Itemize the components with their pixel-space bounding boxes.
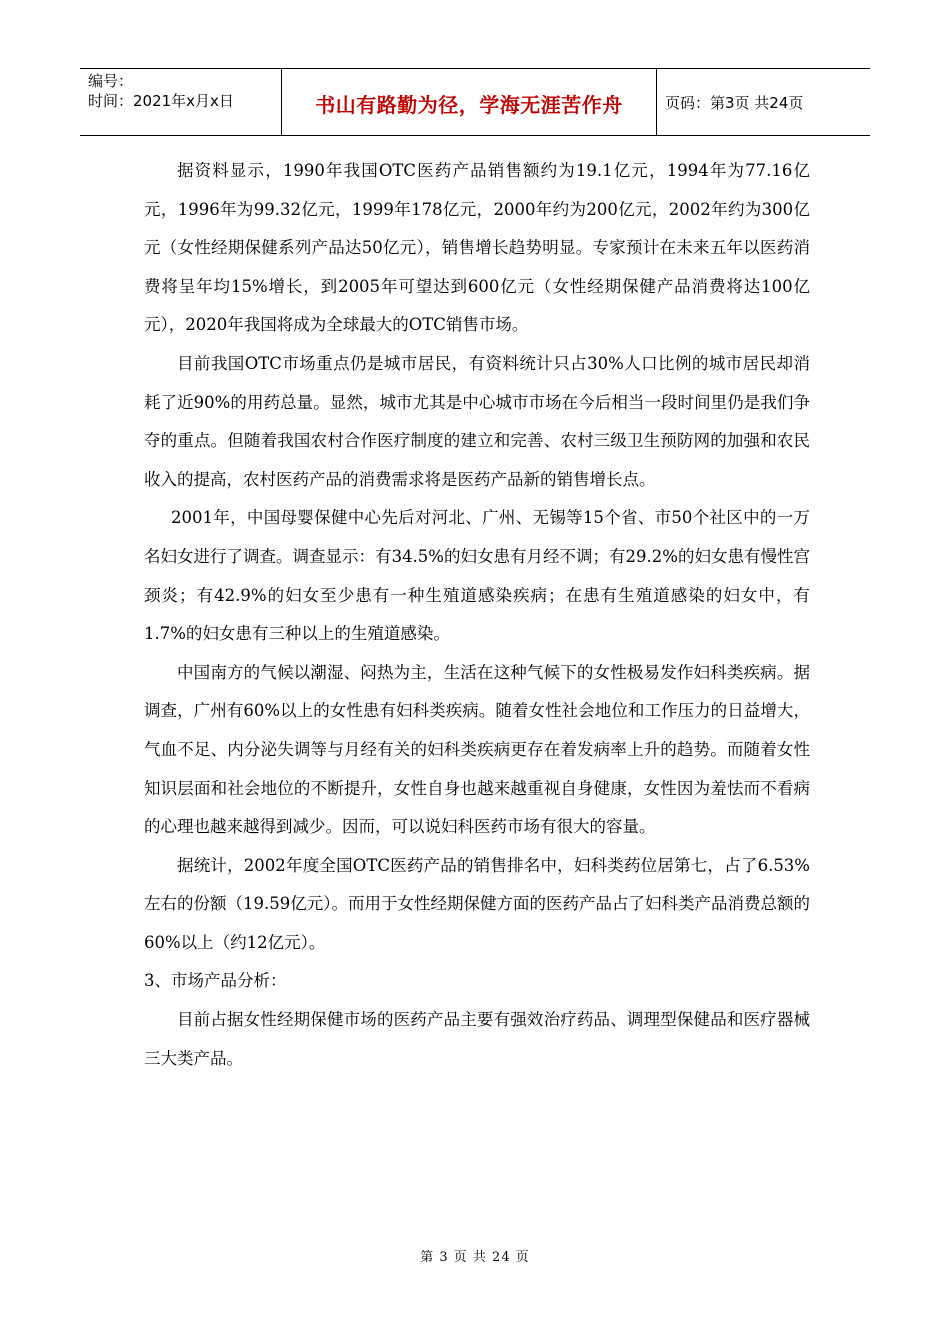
serial-label: 编号：	[88, 72, 134, 90]
header-meta-cell	[80, 69, 282, 135]
paragraph-product-categories: 目前占据女性经期保健市场的医药产品主要有强效治疗药品、调理型保健品和医疗器械三大类产品。	[144, 1010, 810, 1068]
header-motto-cell	[282, 69, 657, 135]
date-label: 时间：2021年x月x日	[88, 92, 234, 110]
header-page-cell	[657, 69, 870, 135]
header-page-info: 页码：第3页 共24页	[665, 93, 804, 112]
paragraph-survey: 2001年，中国母婴保健中心先后对河北、广州、无锡等15个省、市50个社区中的一万名妇女进行了调查。调查显示：有34.5%的妇女患有月经不调；有29.2%的妇女患有慢性宫颈炎；有42.9%的妇女至少患有一种生殖道感染疾病；在患有生殖道感染的妇女中，有1.7%的妇女患有三种以上的生殖道感染。	[144, 508, 810, 644]
section-heading-product-analysis: 3、市场产品分析：	[144, 971, 287, 991]
paragraph-urban-market: 目前我国OTC市场重点仍是城市居民，有资料统计只占30%人口比例的城市居民却消耗了近90%的用药总量。显然，城市尤其是中心城市市场在今后相当一段时间里仍是我们争夺的重点。但随着我国农村合作医疗制度的建立和完善、农村三级卫生预防网的加强和农民收入的提高，农村医药产品的消费需求将是医药产品新的销售增长点。	[144, 353, 810, 489]
paragraph-statistics: 据统计，2002年度全国OTC医药产品的销售排名中，妇科类药位居第七，占了6.53%左右的份额（19.59亿元）。而用于女性经期保健方面的医药产品占了妇科类产品消费总额的60%以上（约12亿元）。	[144, 855, 810, 952]
paragraph-sales-history: 据资料显示，1990年我国OTC医药产品销售额约为19.1亿元，1994年为77.16亿元，1996年为99.32亿元，1999年178亿元，2000年约为200亿元，2002年约为300亿元（女性经期保健系列产品达50亿元），销售增长趋势明显。专家预计在未来五年以医药消费将呈年均15%增长，到2005年可望达到600亿元（女性经期保健产品消费将达100亿元），2020年我国将成为全球最大的OTC销售市场。	[144, 161, 810, 335]
page-header	[80, 68, 870, 136]
header-motto: 书山有路勤为径，学海无涯苦作舟	[315, 92, 623, 117]
document-body	[144, 152, 810, 1078]
page-footer: 第 3 页 共 24 页	[420, 1250, 530, 1265]
paragraph-southern-climate: 中国南方的气候以潮湿、闷热为主，生活在这种气候下的女性极易发作妇科类疾病。据调查，广州有60%以上的女性患有妇科类疾病。随着女性社会地位和工作压力的日益增大，气血不足、内分泌失调等与月经有关的妇科类疾病更存在着发病率上升的趋势。而随着女性知识层面和社会地位的不断提升，女性自身也越来越重视自身健康，女性因为羞怯而不看病的心理也越来越得到减少。因而，可以说妇科医药市场有很大的容量。	[144, 662, 810, 837]
